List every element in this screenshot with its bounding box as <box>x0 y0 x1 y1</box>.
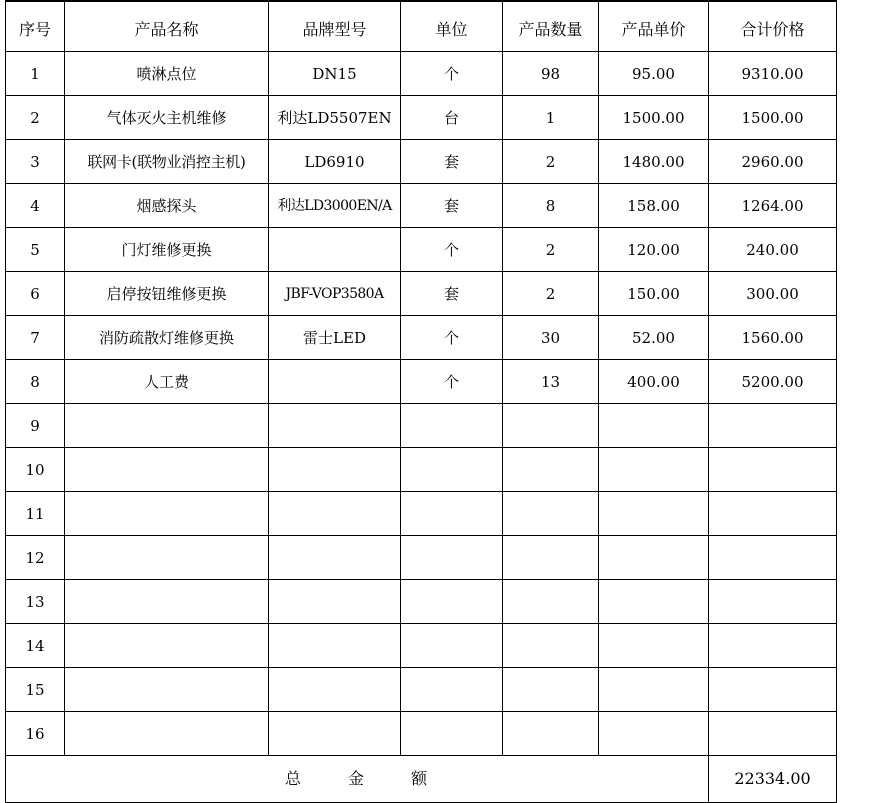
cell-total-price: 5200.00 <box>709 360 837 404</box>
cell-brand-model <box>269 580 401 624</box>
header-total-price: 合计价格 <box>709 1 837 52</box>
cell-unit: 个 <box>401 316 503 360</box>
cell-product-name <box>65 712 269 756</box>
cell-unit: 套 <box>401 272 503 316</box>
cell-brand-model <box>269 448 401 492</box>
cell-brand-model: JBF-VOP3580A <box>269 272 401 316</box>
cell-total-price <box>709 580 837 624</box>
cell-product-name <box>65 624 269 668</box>
cell-brand-model: 利达LD5507EN <box>269 96 401 140</box>
cell-total-price: 2960.00 <box>709 140 837 184</box>
cell-quantity <box>503 536 599 580</box>
cell-total-price: 300.00 <box>709 272 837 316</box>
table-row <box>6 360 837 404</box>
cell-unit-price: 150.00 <box>599 272 709 316</box>
cell-brand-model <box>269 492 401 536</box>
cell-index: 12 <box>6 536 65 580</box>
table-body <box>6 52 837 756</box>
cell-unit-price <box>599 448 709 492</box>
cell-unit: 套 <box>401 184 503 228</box>
cell-brand-model <box>269 360 401 404</box>
cell-quantity <box>503 624 599 668</box>
table-total-row <box>6 756 837 803</box>
cell-product-name: 联网卡(联物业消控主机) <box>65 140 269 184</box>
cell-unit-price <box>599 536 709 580</box>
table-row <box>6 712 837 756</box>
table-row <box>6 52 837 96</box>
cell-quantity: 8 <box>503 184 599 228</box>
cell-unit-price: 400.00 <box>599 360 709 404</box>
cell-unit-price <box>599 492 709 536</box>
cell-quantity: 13 <box>503 360 599 404</box>
cell-unit <box>401 668 503 712</box>
table-row <box>6 228 837 272</box>
cell-total-price: 1500.00 <box>709 96 837 140</box>
cell-unit-price: 158.00 <box>599 184 709 228</box>
cell-index: 6 <box>6 272 65 316</box>
cell-index: 15 <box>6 668 65 712</box>
cell-brand-model <box>269 404 401 448</box>
cell-unit <box>401 624 503 668</box>
cell-brand-model <box>269 228 401 272</box>
cell-product-name: 启停按钮维修更换 <box>65 272 269 316</box>
cell-unit: 个 <box>401 52 503 96</box>
cell-product-name: 人工费 <box>65 360 269 404</box>
table-row <box>6 316 837 360</box>
table-row <box>6 404 837 448</box>
cell-unit-price: 120.00 <box>599 228 709 272</box>
total-amount-label: 总 金 额 <box>284 769 430 788</box>
cell-index: 3 <box>6 140 65 184</box>
cell-unit <box>401 492 503 536</box>
cell-total-price: 1560.00 <box>709 316 837 360</box>
cell-product-name <box>65 668 269 712</box>
header-brand-model: 品牌型号 <box>269 1 401 52</box>
cell-quantity <box>503 580 599 624</box>
table-row <box>6 580 837 624</box>
cell-unit: 台 <box>401 96 503 140</box>
cell-quantity: 98 <box>503 52 599 96</box>
cell-brand-model: LD6910 <box>269 140 401 184</box>
cell-unit-price: 95.00 <box>599 52 709 96</box>
header-index: 序号 <box>6 1 65 52</box>
cell-index: 8 <box>6 360 65 404</box>
total-amount-value: 22334.00 <box>709 756 837 803</box>
cell-index: 13 <box>6 580 65 624</box>
cell-quantity <box>503 492 599 536</box>
cell-unit <box>401 580 503 624</box>
cell-unit <box>401 404 503 448</box>
cell-product-name <box>65 580 269 624</box>
cell-total-price <box>709 712 837 756</box>
cell-brand-model <box>269 712 401 756</box>
cell-quantity <box>503 712 599 756</box>
header-unit: 单位 <box>401 1 503 52</box>
cell-unit: 个 <box>401 360 503 404</box>
product-price-table <box>5 0 837 803</box>
cell-brand-model <box>269 536 401 580</box>
cell-total-price: 1264.00 <box>709 184 837 228</box>
cell-product-name <box>65 404 269 448</box>
table-row <box>6 448 837 492</box>
cell-product-name <box>65 536 269 580</box>
cell-index: 2 <box>6 96 65 140</box>
cell-index: 11 <box>6 492 65 536</box>
cell-index: 14 <box>6 624 65 668</box>
cell-index: 7 <box>6 316 65 360</box>
cell-product-name: 气体灭火主机维修 <box>65 96 269 140</box>
cell-product-name <box>65 448 269 492</box>
table-row <box>6 492 837 536</box>
cell-index: 9 <box>6 404 65 448</box>
cell-product-name: 门灯维修更换 <box>65 228 269 272</box>
cell-unit: 个 <box>401 228 503 272</box>
table-row <box>6 272 837 316</box>
cell-total-price <box>709 448 837 492</box>
cell-product-name: 烟感探头 <box>65 184 269 228</box>
cell-product-name: 喷淋点位 <box>65 52 269 96</box>
table-row <box>6 140 837 184</box>
cell-product-name: 消防疏散灯维修更换 <box>65 316 269 360</box>
table-header-row <box>6 1 837 52</box>
cell-quantity: 2 <box>503 272 599 316</box>
quote-sheet <box>5 0 837 803</box>
cell-index: 10 <box>6 448 65 492</box>
cell-unit-price: 1500.00 <box>599 96 709 140</box>
table-row <box>6 184 837 228</box>
cell-index: 5 <box>6 228 65 272</box>
cell-unit <box>401 448 503 492</box>
cell-quantity: 30 <box>503 316 599 360</box>
cell-unit <box>401 536 503 580</box>
cell-unit: 套 <box>401 140 503 184</box>
cell-unit-price <box>599 580 709 624</box>
cell-brand-model: 利达LD3000EN/A <box>269 184 401 228</box>
header-product-name: 产品名称 <box>65 1 269 52</box>
cell-total-price <box>709 536 837 580</box>
cell-quantity: 2 <box>503 140 599 184</box>
header-unit-price: 产品单价 <box>599 1 709 52</box>
cell-total-price: 240.00 <box>709 228 837 272</box>
cell-brand-model <box>269 624 401 668</box>
cell-unit-price <box>599 712 709 756</box>
cell-total-price: 9310.00 <box>709 52 837 96</box>
cell-unit <box>401 712 503 756</box>
cell-unit-price <box>599 624 709 668</box>
cell-brand-model <box>269 668 401 712</box>
cell-product-name <box>65 492 269 536</box>
table-row <box>6 96 837 140</box>
cell-unit-price: 52.00 <box>599 316 709 360</box>
header-quantity: 产品数量 <box>503 1 599 52</box>
cell-index: 1 <box>6 52 65 96</box>
cell-brand-model: DN15 <box>269 52 401 96</box>
cell-total-price <box>709 668 837 712</box>
table-row <box>6 668 837 712</box>
cell-unit-price <box>599 668 709 712</box>
cell-total-price <box>709 624 837 668</box>
cell-quantity: 1 <box>503 96 599 140</box>
cell-unit-price <box>599 404 709 448</box>
cell-index: 16 <box>6 712 65 756</box>
cell-total-price <box>709 404 837 448</box>
cell-quantity <box>503 668 599 712</box>
cell-quantity: 2 <box>503 228 599 272</box>
cell-brand-model: 雷士LED <box>269 316 401 360</box>
cell-unit-price: 1480.00 <box>599 140 709 184</box>
table-row <box>6 624 837 668</box>
table-row <box>6 536 837 580</box>
cell-total-price <box>709 492 837 536</box>
cell-index: 4 <box>6 184 65 228</box>
total-label-cell <box>6 756 709 803</box>
cell-quantity <box>503 404 599 448</box>
cell-quantity <box>503 448 599 492</box>
